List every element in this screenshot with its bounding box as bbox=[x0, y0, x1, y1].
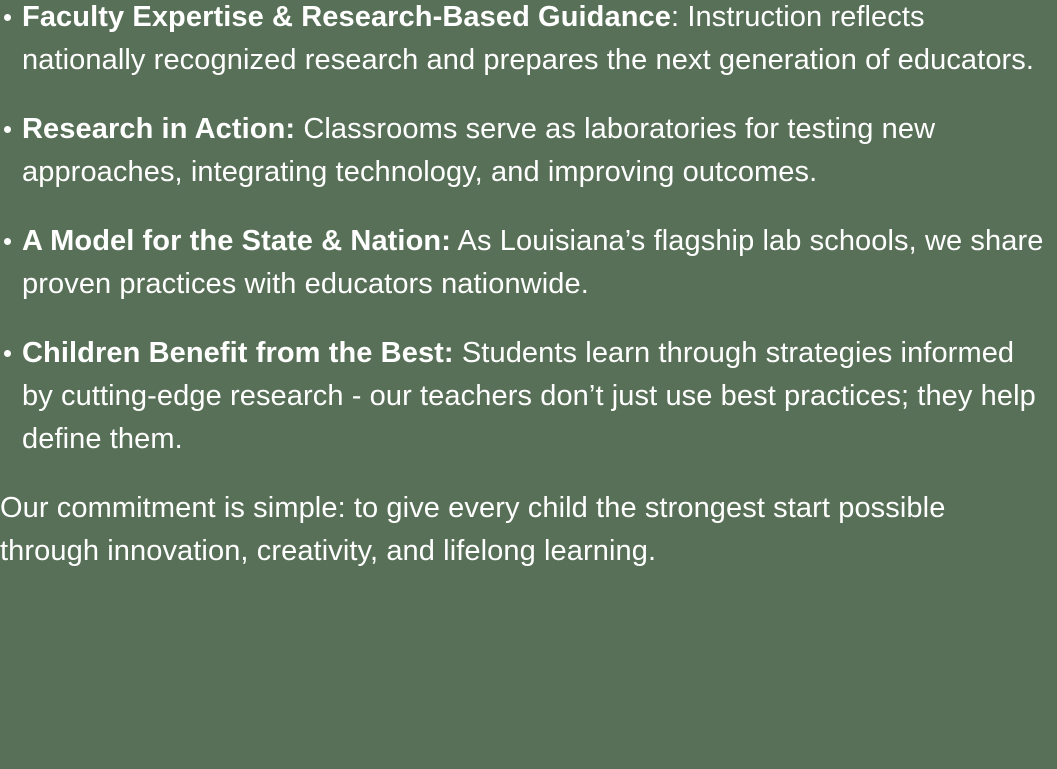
bullet-dot-icon bbox=[4, 126, 11, 133]
list-item-body: Students learn through strategies informed by cutting-edge research - our teachers don’t just use best practices; they help define them. bbox=[22, 337, 1036, 455]
bottom-spacer bbox=[0, 573, 1049, 713]
bullet-dot-icon bbox=[4, 238, 11, 245]
list-item-body: Classrooms serve as laboratories for testing new approaches, integrating technology, and improving outcomes. bbox=[22, 113, 936, 188]
list-item bbox=[0, 332, 1049, 461]
list-item-lead: Faculty Expertise & Research-Based Guidance bbox=[22, 1, 671, 33]
closing-statement-block bbox=[0, 487, 1049, 573]
list-item bbox=[0, 0, 1049, 82]
list-item-lead: A Model for the State & Nation: bbox=[22, 225, 451, 257]
list-item-lead: Research in Action: bbox=[22, 113, 296, 145]
list-item-separator bbox=[454, 337, 462, 369]
list-item bbox=[0, 108, 1049, 194]
bullet-dot-icon bbox=[4, 350, 11, 357]
list-item-body: As Louisiana’s flagship lab schools, we share proven practices with educators nationwide. bbox=[22, 225, 1044, 300]
bullet-dot-icon bbox=[4, 14, 11, 21]
list-item-separator: : bbox=[671, 1, 688, 33]
list-item-lead: Children Benefit from the Best: bbox=[22, 337, 454, 369]
closing-statement: Our commitment is simple: to give every child the strongest start possible through innovation, creativity, and lifelong learning. bbox=[0, 492, 946, 567]
list-item bbox=[0, 220, 1049, 306]
list-item-body: Instruction reflects nationally recognized research and prepares the next generation of educators. bbox=[22, 1, 1035, 76]
